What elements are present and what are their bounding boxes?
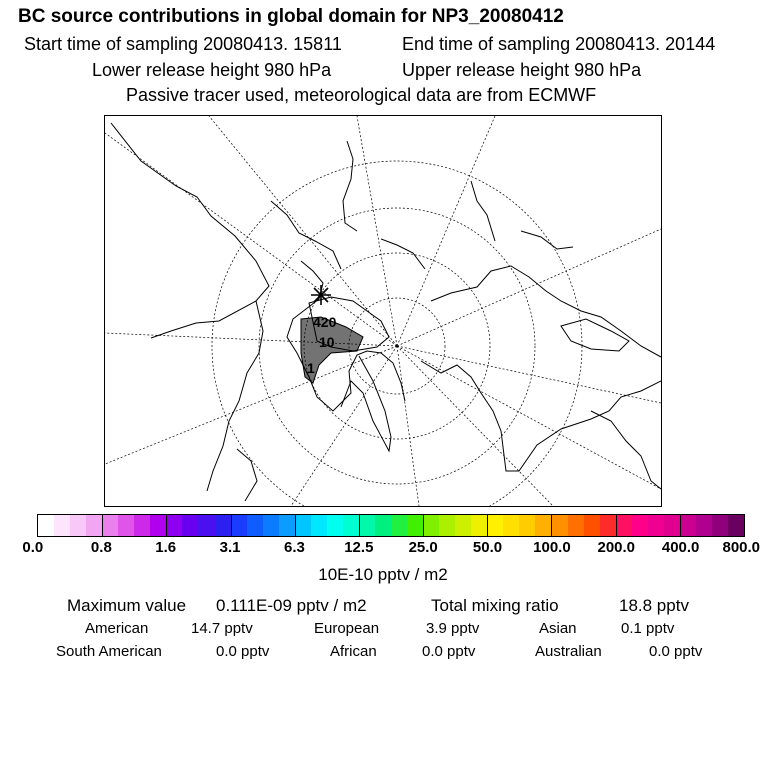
colorbar-tick-label: 0.8 xyxy=(90,539,112,556)
colorbar-swatch xyxy=(327,515,343,536)
colorbar-swatch xyxy=(263,515,279,536)
colorbar-tick-label: 100.0 xyxy=(533,539,571,556)
colorbar-swatch xyxy=(295,515,311,536)
meridian-line xyxy=(397,116,495,346)
source-value: 0.0 pptv xyxy=(422,643,476,660)
colorbar-swatch xyxy=(519,515,535,536)
plume-label: 10 xyxy=(319,334,335,350)
colorbar xyxy=(37,514,745,537)
end-time: End time of sampling 20080413. 20144 xyxy=(402,34,716,54)
plume-label: 420 xyxy=(313,314,337,330)
colorbar-swatch xyxy=(712,515,728,536)
colorbar-swatch xyxy=(680,515,696,536)
colorbar-swatch xyxy=(38,515,54,536)
colorbar-swatch xyxy=(648,515,664,536)
colorbar-divider xyxy=(680,515,681,536)
colorbar-swatch xyxy=(503,515,519,536)
colorbar-swatch xyxy=(70,515,86,536)
colorbar-divider xyxy=(102,515,103,536)
source-name: Australian xyxy=(535,643,602,660)
colorbar-swatch xyxy=(439,515,455,536)
colorbar-swatch xyxy=(391,515,407,536)
colorbar-tick-label: 25.0 xyxy=(408,539,438,556)
start-time: Start time of sampling 20080413. 15811 xyxy=(24,34,342,54)
colorbar-swatch xyxy=(664,515,680,536)
lower-release-height: Lower release height 980 hPa xyxy=(92,60,332,80)
colorbar-divider xyxy=(295,515,296,536)
colorbar-swatch xyxy=(728,515,744,536)
source-name: Asian xyxy=(539,620,577,637)
colorbar-divider xyxy=(487,515,488,536)
graticule xyxy=(105,116,661,506)
max-value-label: Maximum value xyxy=(67,596,187,615)
total-mixing-label: Total mixing ratio xyxy=(431,596,559,615)
colorbar-swatch xyxy=(166,515,182,536)
tracer-note: Passive tracer used, meteorological data are from ECMWF xyxy=(126,85,597,105)
colorbar-divider xyxy=(616,515,617,536)
plume-label: 1 xyxy=(307,360,315,376)
colorbar-divider xyxy=(231,515,232,536)
coastlines xyxy=(111,123,661,501)
colorbar-swatch xyxy=(535,515,551,536)
colorbar-tick-label: 50.0 xyxy=(472,539,503,556)
colorbar-tick-label: 6.3 xyxy=(284,539,305,556)
meridian-line xyxy=(357,116,397,346)
colorbar-tick-label: 3.1 xyxy=(219,539,241,556)
colorbar-swatch xyxy=(182,515,198,536)
colorbar-swatch xyxy=(231,515,247,536)
colorbar-swatch xyxy=(616,515,632,536)
colorbar-tick-label: 200.0 xyxy=(597,539,636,556)
source-value: 0.1 pptv xyxy=(621,620,675,637)
receptor-star-icon xyxy=(311,285,331,305)
colorbar-swatch xyxy=(54,515,70,536)
colorbar-divider xyxy=(359,515,360,536)
colorbar-swatch xyxy=(423,515,439,536)
colorbar-swatch xyxy=(279,515,295,536)
colorbar-tick-label: 1.6 xyxy=(155,539,177,556)
plume-region xyxy=(301,314,363,383)
colorbar-swatch xyxy=(407,515,423,536)
meridian-line xyxy=(397,346,419,506)
colorbar-tick-label: 800.0 xyxy=(722,539,761,556)
source-name: African xyxy=(330,643,377,660)
source-value: 14.7 pptv xyxy=(191,620,253,637)
colorbar-tick-label: 400.0 xyxy=(661,539,700,556)
colorbar-tick-label: 12.5 xyxy=(344,539,374,556)
colorbar-divider xyxy=(423,515,424,536)
colorbar-swatch xyxy=(455,515,471,536)
colorbar-swatch xyxy=(343,515,359,536)
meridian-line xyxy=(397,346,661,403)
max-value: 0.111E-09 pptv / m2 xyxy=(216,596,367,615)
meridian-line xyxy=(397,346,661,489)
source-name: European xyxy=(314,620,380,637)
colorbar-swatch xyxy=(311,515,327,536)
colorbar-swatch xyxy=(215,515,231,536)
source-value: 0.0 pptv xyxy=(216,643,270,660)
source-value: 0.0 pptv xyxy=(649,643,703,660)
colorbar-swatch xyxy=(375,515,391,536)
colorbar-swatch xyxy=(118,515,134,536)
colorbar-swatch xyxy=(600,515,616,536)
colorbar-divider xyxy=(166,515,167,536)
source-value: 3.9 pptv xyxy=(426,620,480,637)
colorbar-swatch xyxy=(568,515,584,536)
colorbar-swatch xyxy=(632,515,648,536)
upper-release-height: Upper release height 980 hPa xyxy=(402,60,642,80)
colorbar-swatch xyxy=(552,515,568,536)
source-name: South American xyxy=(56,643,162,660)
colorbar-swatch xyxy=(198,515,214,536)
colorbar-tick-label: 0.0 xyxy=(22,539,44,556)
meridian-line xyxy=(397,229,661,346)
colorbar-swatch xyxy=(134,515,150,536)
plot-title: BC source contributions in global domain for NP3_20080412 xyxy=(18,6,564,27)
colorbar-swatch xyxy=(584,515,600,536)
colorbar-swatch xyxy=(102,515,118,536)
meridian-line xyxy=(105,133,397,346)
source-name: American xyxy=(85,620,149,637)
colorbar-divider xyxy=(551,515,552,536)
polar-map xyxy=(104,115,662,507)
colorbar-swatch xyxy=(487,515,503,536)
colorbar-swatch xyxy=(86,515,102,536)
latitude-circle xyxy=(212,161,582,506)
colorbar-swatch xyxy=(247,515,263,536)
colorbar-unit: 10E-10 pptv / m2 xyxy=(318,565,448,584)
colorbar-swatch xyxy=(150,515,166,536)
colorbar-swatch xyxy=(696,515,712,536)
total-mixing-value: 18.8 pptv xyxy=(619,596,689,615)
colorbar-swatch xyxy=(471,515,487,536)
colorbar-swatch xyxy=(359,515,375,536)
